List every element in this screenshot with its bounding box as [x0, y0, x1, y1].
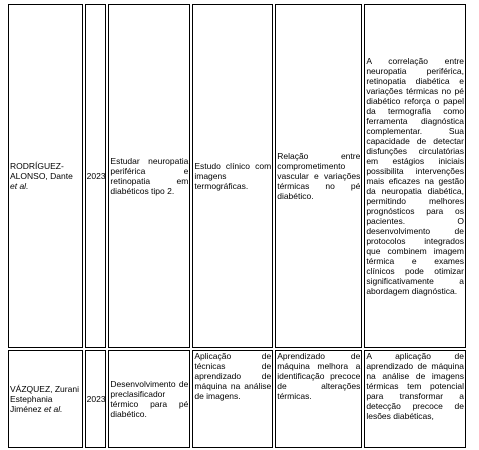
year-cell: 2023: [85, 350, 107, 448]
result-cell: Aprendizado de máquina melhora a identificação precoce de alterações térmicas.: [275, 350, 362, 448]
author-cell: [8, 350, 83, 448]
literature-review-table: [6, 2, 468, 450]
method-cell: Aplicação de técnicas de aprendizado de máquina na análise de imagens.: [192, 350, 273, 448]
result-cell: Relação entre comprometimento vascular e variações térmicas no pé diabético.: [275, 4, 362, 348]
year-cell: 2023: [85, 4, 107, 348]
conclusion-cell: A aplicação de aprendizado de máquina na análise de imagens térmicas tem potencial para transformar a detecção precoce de lesões diabéticas,: [364, 350, 466, 448]
table-row: [8, 4, 466, 348]
author-cell: [8, 4, 83, 348]
author-name: VÁZQUEZ, Zurani Estephania Jiménez: [10, 384, 79, 414]
objective-cell: Desenvolvimento de preclasificador térmico para pé diabético.: [108, 350, 190, 448]
author-name: RODRÍGUEZ-ALONSO, Dante: [10, 161, 73, 181]
conclusion-cell: A correlação entre neuropatia periférica, retinopatia diabética e variações térmicas no pé diabético reforça o papel da termografia como ferramenta diagnóstica complementar. Sua capacidade de detectar disfunções circulatórias em estágios iniciais possibilita intervenções mais eficazes na gestão da neuropatia diabética, permitindo melhores prognósticos para os pacientes. O desenvolvimento de protocolos integrados que combinem imagem térmica e exames clínicos pode otimizar significativamente a abordagem diagnóstica.: [364, 4, 466, 348]
author-et-al: et al.: [10, 181, 29, 191]
author-et-al: et al.: [44, 404, 63, 414]
objective-cell: Estudar neuropatia periférica e retinopatia em diabéticos tipo 2.: [108, 4, 190, 348]
method-cell: Estudo clínico com imagens termográficas.: [192, 4, 273, 348]
table-row: [8, 350, 466, 448]
